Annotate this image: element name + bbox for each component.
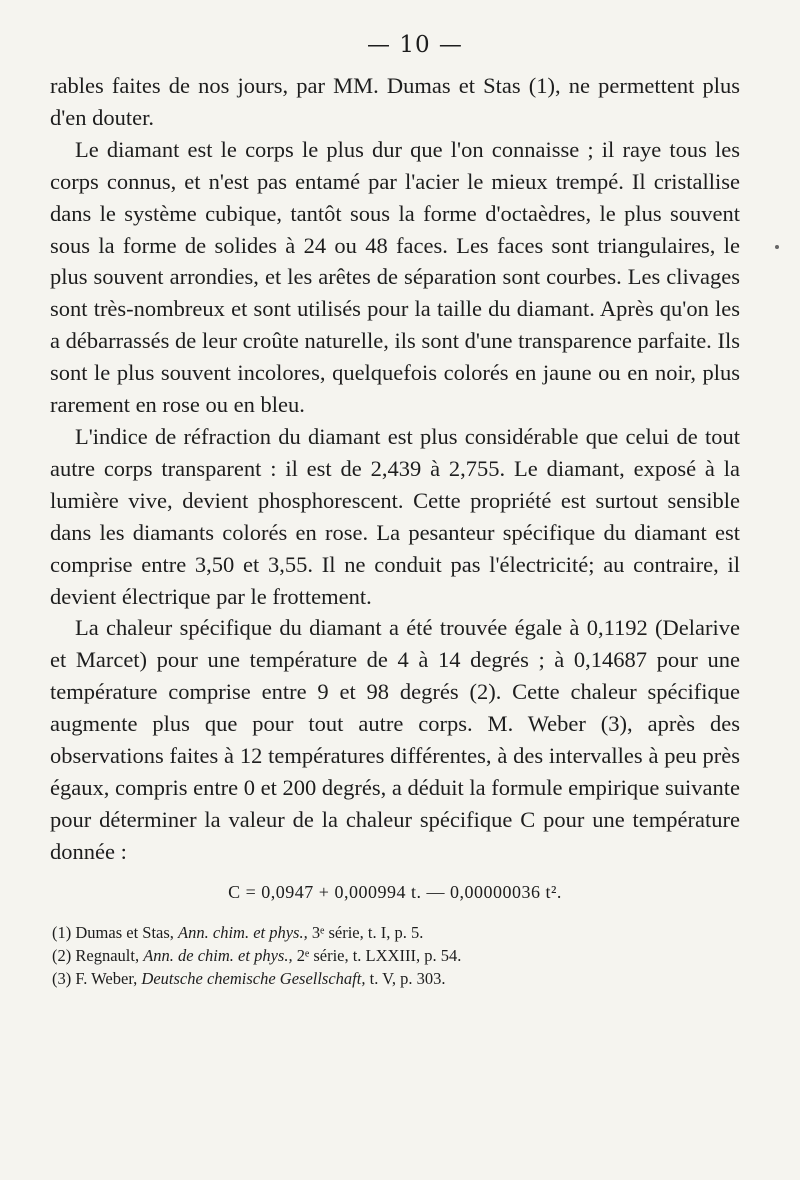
footnote bbox=[52, 967, 740, 990]
footnote-title: Ann. de chim. et phys., bbox=[143, 945, 293, 965]
paragraph-specific-heat: La chaleur spécifique du diamant a été trouvée égale à 0,1192 (Delarive et Marcet) pour une température de 4 à 14 degrés ; à 0,14687 pour une température comprise entre 9 et 98 degrés (2). Cette chaleur spécifique augmente plus que pour tout autre corps. M. Weber (3), après des observations faites à 12 températures différentes, à des intervalles à peu près égaux, compris entre 0 et 200 degrés, a déduit la formule empirique suivante pour déterminer la valeur de la chaleur spécifique C pour une température donnée : bbox=[50, 615, 740, 864]
footnote bbox=[52, 944, 740, 967]
footnote bbox=[52, 921, 740, 944]
footnote-reference: 2ᵉ série, t. LXXIII, p. 54. bbox=[296, 945, 462, 965]
specific-heat-formula: C = 0,0947 + 0,000994 t. — 0,00000036 t². bbox=[228, 881, 562, 902]
paper-speck bbox=[775, 245, 779, 249]
footnote-number: (1) bbox=[52, 922, 72, 942]
footnote-title: Deutsche chemische Gesellschaft, bbox=[141, 968, 366, 988]
footnote-author: Regnault, bbox=[75, 945, 140, 965]
footnote-reference: 3ᵉ série, t. I, p. 5. bbox=[311, 922, 424, 942]
paragraph-hardness: Le diamant est le corps le plus dur que l'on connaisse ; il raye tous les corps connus, et n'est pas entamé par l'acier le mieux trempé. Il cristallise dans le système cubique, tantôt sous la forme d'octaèdres, le plus souvent sous la forme de solides à 24 ou 48 faces. Les faces sont triangulaires, le plus souvent arrondies, et les arêtes de séparation sont courbes. Les clivages sont très-nombreux et sont utilisés pour la taille du diamant. Après qu'on les a débarrassés de leur croûte naturelle, ils sont d'une transparence parfaite. Ils sont le plus souvent incolores, quelquefois colorés en jaune ou en noir, plus rarement en rose ou en bleu. bbox=[50, 136, 740, 418]
paragraph-refraction: L'indice de réfraction du diamant est plus considérable que celui de tout autre corps transparent : il est de 2,439 à 2,755. Le diamant, exposé à la lumière vive, devient phosphorescent. Cette propriété est surtout sensible dans les diamants colorés en rose. La pesanteur spécifique du diamant est comprise entre 3,50 et 3,55. Il ne conduit pas l'électricité; au contraire, il devient électrique par le frottement. bbox=[50, 423, 740, 609]
footnote-title: Ann. chim. et phys., bbox=[178, 922, 308, 942]
page-number: — 10 — bbox=[367, 32, 463, 58]
book-page bbox=[50, 30, 740, 990]
footnote-author: F. Weber, bbox=[75, 968, 138, 988]
footnote-author: Dumas et Stas, bbox=[75, 922, 174, 942]
footnote-number: (2) bbox=[52, 945, 72, 965]
footnote-number: (3) bbox=[52, 968, 72, 988]
paragraph-continuation: rables faites de nos jours, par MM. Dumas et Stas (1), ne permettent plus d'en douter. bbox=[50, 73, 740, 130]
footnotes bbox=[50, 921, 740, 990]
footnote-reference: t. V, p. 303. bbox=[369, 968, 446, 988]
